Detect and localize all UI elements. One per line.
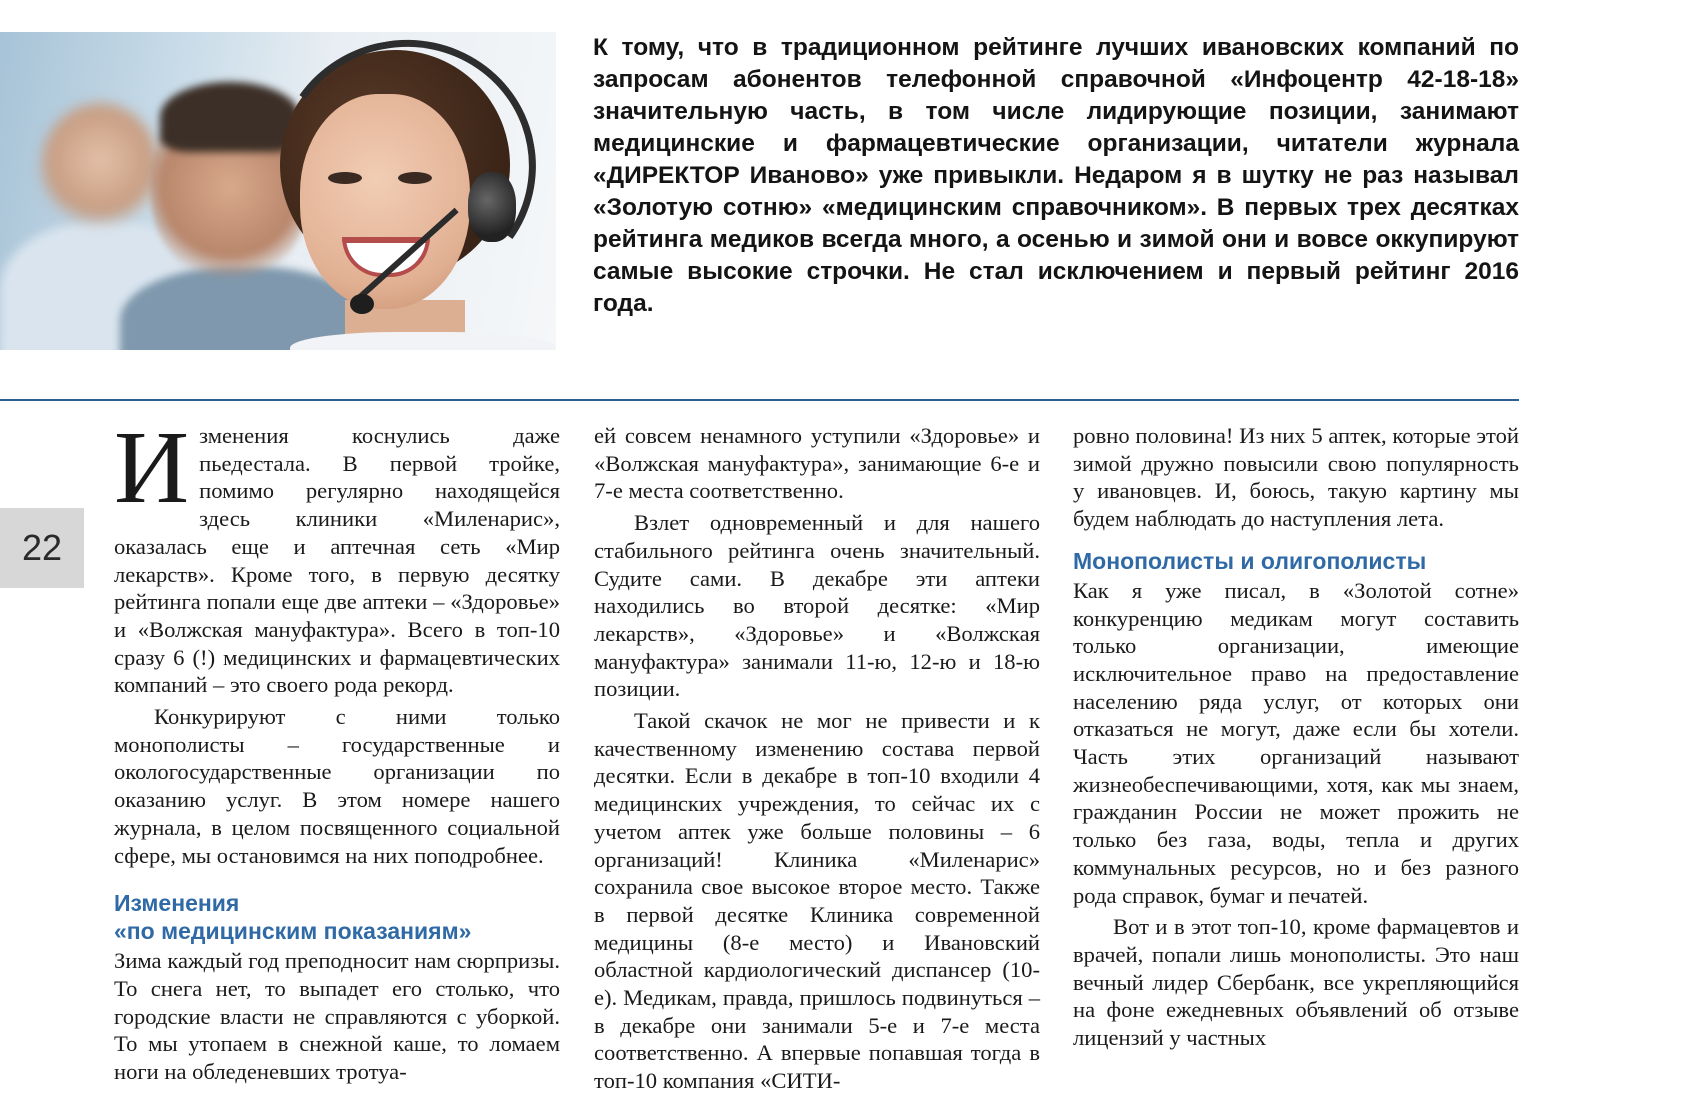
article-column-3 [1073, 422, 1519, 1056]
subheading-medical-changes: Изменения «по медицинским показаниям» [114, 890, 472, 945]
column1-paragraph-3: Зима каждый год преподносит нам сюрпризы. То снега нет, то выпадет его столько, что городские власти не справляются с уборкой. То мы утопаем в снежной каше, то ломаем ноги на обледеневших тротуа- [114, 948, 560, 1085]
call-center-operator-photo [0, 32, 556, 350]
column1-paragraph-1: Изменения коснулись даже пьедестала. В первой тройке, помимо регулярно находящейся здесь клиники «Миленарис», оказалась еще и аптечная сеть «Мир лекарств». Кроме того, в первую десятку рейтинга попали еще две аптеки – «Здоровье» и «Волжская мануфактура». Всего в топ-10 сразу 6 (!) медицинских и фармацевтических компаний – это своего рода рекорд. [114, 410, 560, 698]
column2-paragraph-3: Такой скачок не мог не привести и к качественному изменению состава первой десятки. Если в декабре в топ-10 входили 4 медицинских учреждения, то сейчас их с учетом аптек уже больше половины – 6 организаций! Клиника «Миленарис» сохранила свое высокое второе место. Также в первой десятке Клиника современной медицины (8-е место) и Ивановский областной кардиологический диспансер (10-е). Медикам, правда, пришлось подвинуться – в декабре они занимали 5-е и 7-е места соответственно. А впервые попавшая тогда в топ-10 компания «СИТИ- [594, 708, 1040, 1094]
lead-paragraph: К тому, что в традиционном рейтинге лучших ивановских компаний по запросам абонентов телефонной справочной «Инфоцентр 42-18-18» значительную часть, в том числе лидирующие позиции, занимают медицинские и фармацевтические организации, читатели журнала «ДИРЕКТОР Иваново» уже привыкли. Недаром я в шутку не раз называл «Золотую сотню» «медицинским справочником». В первых трех десятках рейтинга медиков всегда много, а осенью и зимой они и вовсе оккупируют самые высокие строчки. Не стал исключением и первый рейтинг 2016 года. [593, 34, 1519, 317]
column2-paragraph-1: ей совсем ненамного уступили «Здоровье» и «Волжская мануфактура», занимающие 6-е и 7-е места соответственно. [594, 423, 1040, 504]
column2-paragraph-2: Взлет одновременный и для нашего стабильного рейтинга очень значительный. Судите сами. В декабре эти аптеки находились во второй десятке: «Мир лекарств», «Здоровье» и «Волжская мануфактура» занимали 11-ю, 12-ю и 18-ю позиции. [594, 510, 1040, 702]
drop-cap: И [114, 410, 190, 525]
article-column-1 [114, 410, 560, 1090]
column3-paragraph-1: ровно половина! Из них 5 аптек, которые этой зимой дружно повысили свою популярность у ивановцев. И, боюсь, такую картину мы будем наблюдать до наступления лета. [1073, 423, 1519, 532]
column1-paragraph-2: Конкурируют с ними только монополисты – государственные и окологосударственные организации по оказанию услуг. В этом номере нашего журнала, в целом посвященного социальной сфере, мы остановимся на них поподробнее. [114, 704, 560, 868]
subheading-monopolists: Монополисты и олигополисты [1073, 547, 1427, 574]
column3-paragraph-2: Как я уже писал, в «Золотой сотне» конкуренцию медикам могут составить только организации, имеющие исключительное право на предоставление населению ряда услуг, от которых они отказаться не могут, даже если бы хотели. Часть этих организаций называют жизнеобеспечивающими, хотя, как мы знаем, гражданин России не может прожить не только без газа, воды, тепла и других коммунальных ресурсов, но и без разного рода справок, бумаг и печатей. [1073, 577, 1519, 908]
article-column-2 [594, 422, 1040, 1099]
page-number: 22 [0, 508, 84, 588]
section-divider [0, 399, 1519, 401]
column3-paragraph-3: Вот и в этот топ-10, кроме фармацевтов и врачей, попали лишь монополисты. Это наш вечный лидер Сбербанк, все укрепляющийся на фоне ежедневных объявлений об отзыве лицензий у частных [1073, 914, 1519, 1051]
